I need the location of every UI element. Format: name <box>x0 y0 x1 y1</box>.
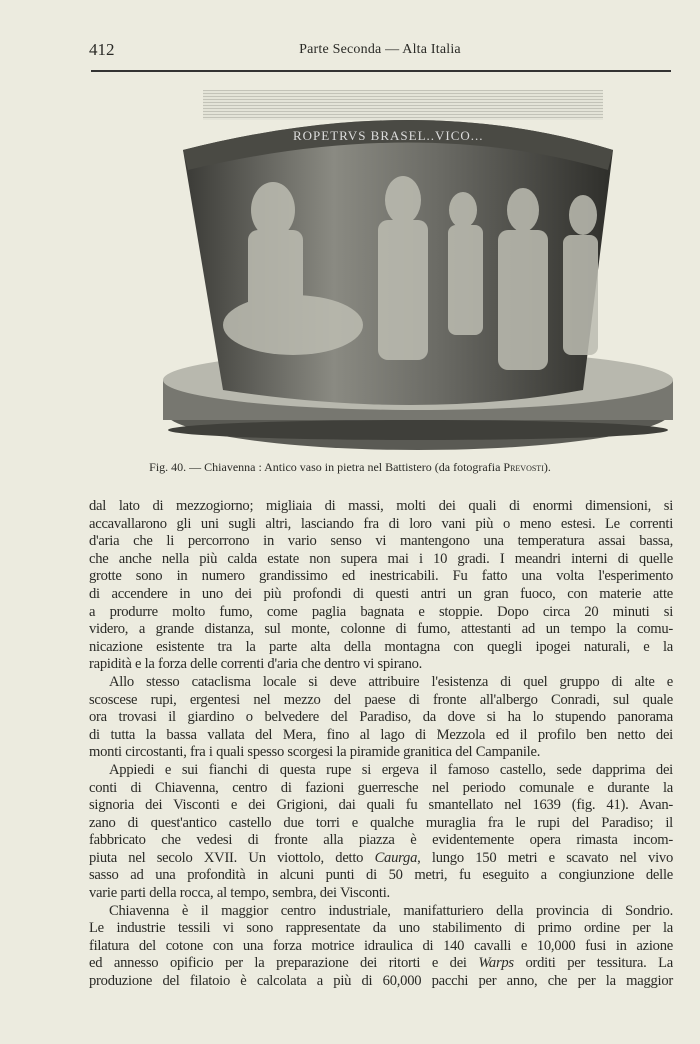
text-segment: orditi per tessitura. La <box>513 955 673 972</box>
italic-term: Caurga <box>374 849 418 866</box>
text-line: Chiavenna è il maggior centro industriale, manifatturiero della provincia di Sondrio. <box>109 902 673 919</box>
text-line: grotte sono in numero grandissimo ed inestricabili. Fu fatto una volta l'esperimento <box>89 568 673 585</box>
text-line: accavallarono gli uni sugli altri, lasciando fra di loro vani più o meno estesi. Le correnti <box>89 515 673 532</box>
text-line: ora trovasi il giardino o belvedere del Paradiso, da dove si ha lo stupendo panorama <box>89 709 673 726</box>
caption-text: Fig. 40. — Chiavenna : Antico vaso in pietra nel Battistero (da fotografia <box>149 460 504 474</box>
text-line: produzione del filatoio è calcolata a più di 60,000 pacchi per anno, che per la maggior <box>89 973 673 990</box>
vase-inscription: ROPETRVS BRASEL..VICO... <box>293 128 484 143</box>
italic-term: Warps <box>478 955 514 972</box>
text-line: fabbricato che vedesi di fronte alla piazza è evidentemente opera rimasta incom- <box>89 832 673 849</box>
text-line <box>89 850 673 868</box>
text-line: Allo stesso cataclisma locale si deve attribuire l'esistenza di quel gruppo di alte e <box>109 673 673 690</box>
text-line: di tutta la bassa vallata del Mera, fino al lago di Mezzola ed il profilo ben netto dei <box>89 726 673 743</box>
text-line: videro, a grande distanza, sul monte, colonne di fumo, attestanti ad un tempo la comu- <box>89 621 673 638</box>
text-segment: piuta nel secolo XVII. Un viottolo, detto <box>89 849 375 866</box>
text-line: d'aria che li percorrono in vario senso vi mantengono una temperatura assai bassa, <box>89 533 673 550</box>
caption-photographer: Prevosti <box>503 460 544 474</box>
text-line: dal lato di mezzogiorno; migliaia di massi, molti dei quali di enormi dimensioni, si <box>89 498 673 514</box>
text-line: nicazione esistente tra la parte alta della montagna con quegli ipogei naturali, e la <box>89 638 673 655</box>
text-line: scoscese rupi, ergentesi nel mezzo del paese di fronte all'albergo Conradi, sul quale <box>89 691 673 708</box>
text-line: filatura del cotone con una forza motrice idraulica di 140 cavalli e 10,000 fusi in azione <box>89 937 673 954</box>
body-text <box>89 498 673 991</box>
text-line: rapidità e la forza delle correnti d'aria che dentro vi spirano. <box>89 656 423 673</box>
text-line: zano di quest'antico castello due torri e qualche muraglia fra le rupi del Paradiso; il <box>89 814 673 831</box>
text-line: signoria dei Visconti e dei Grigioni, dai quali fu smantellato nel 1639 (fig. 41). Avan- <box>89 797 673 814</box>
text-line: monti circostanti, fra i quali spesso scorgesi la piramide granitica del Campanile. <box>89 744 541 761</box>
text-line: varie parti della rocca, al tempo, sembra, dei Visconti. <box>89 885 390 902</box>
text-line: di accendere in uno dei più profondi di questi antri un gran fuoco, con materie atte <box>89 585 673 602</box>
text-line: sasso ad una profondità in alcuni punti di 50 metri, fu eseguito a congiunzione delle <box>89 867 673 884</box>
vase-illustration <box>163 90 673 452</box>
page-number: 412 <box>89 40 115 59</box>
header-rule <box>91 70 671 72</box>
text-line: Le industrie tessili vi sono rappresentate da uno stabilimento di primo ordine per la <box>89 920 673 937</box>
text-line: a produrre molto fumo, come paglia bagnata e stoppie. Dopo circa 20 minuti si <box>89 603 673 620</box>
running-title: Parte Seconda — Alta Italia <box>299 42 461 57</box>
text-line <box>89 955 673 973</box>
text-line: che anche nella più calda estate non supera mai i 10 gradi. I meandri interni di quelle <box>89 550 673 567</box>
text-line: Appiedi e sui fianchi di questa rupe si ergeva il famoso castello, sede dapprima dei <box>109 761 673 778</box>
caption-end: ). <box>543 460 551 474</box>
figure-stone-vase-engraving <box>163 90 673 452</box>
text-segment: , lungo 150 metri e scavato nel vivo <box>417 849 673 866</box>
text-line: conti di Chiavenna, centro di fazioni guerresche nel periodo comunale e durante la <box>89 779 673 796</box>
text-segment: ed annesso opificio per la preparazione dei ritorti e dei <box>89 955 479 972</box>
figure-caption <box>0 460 700 475</box>
